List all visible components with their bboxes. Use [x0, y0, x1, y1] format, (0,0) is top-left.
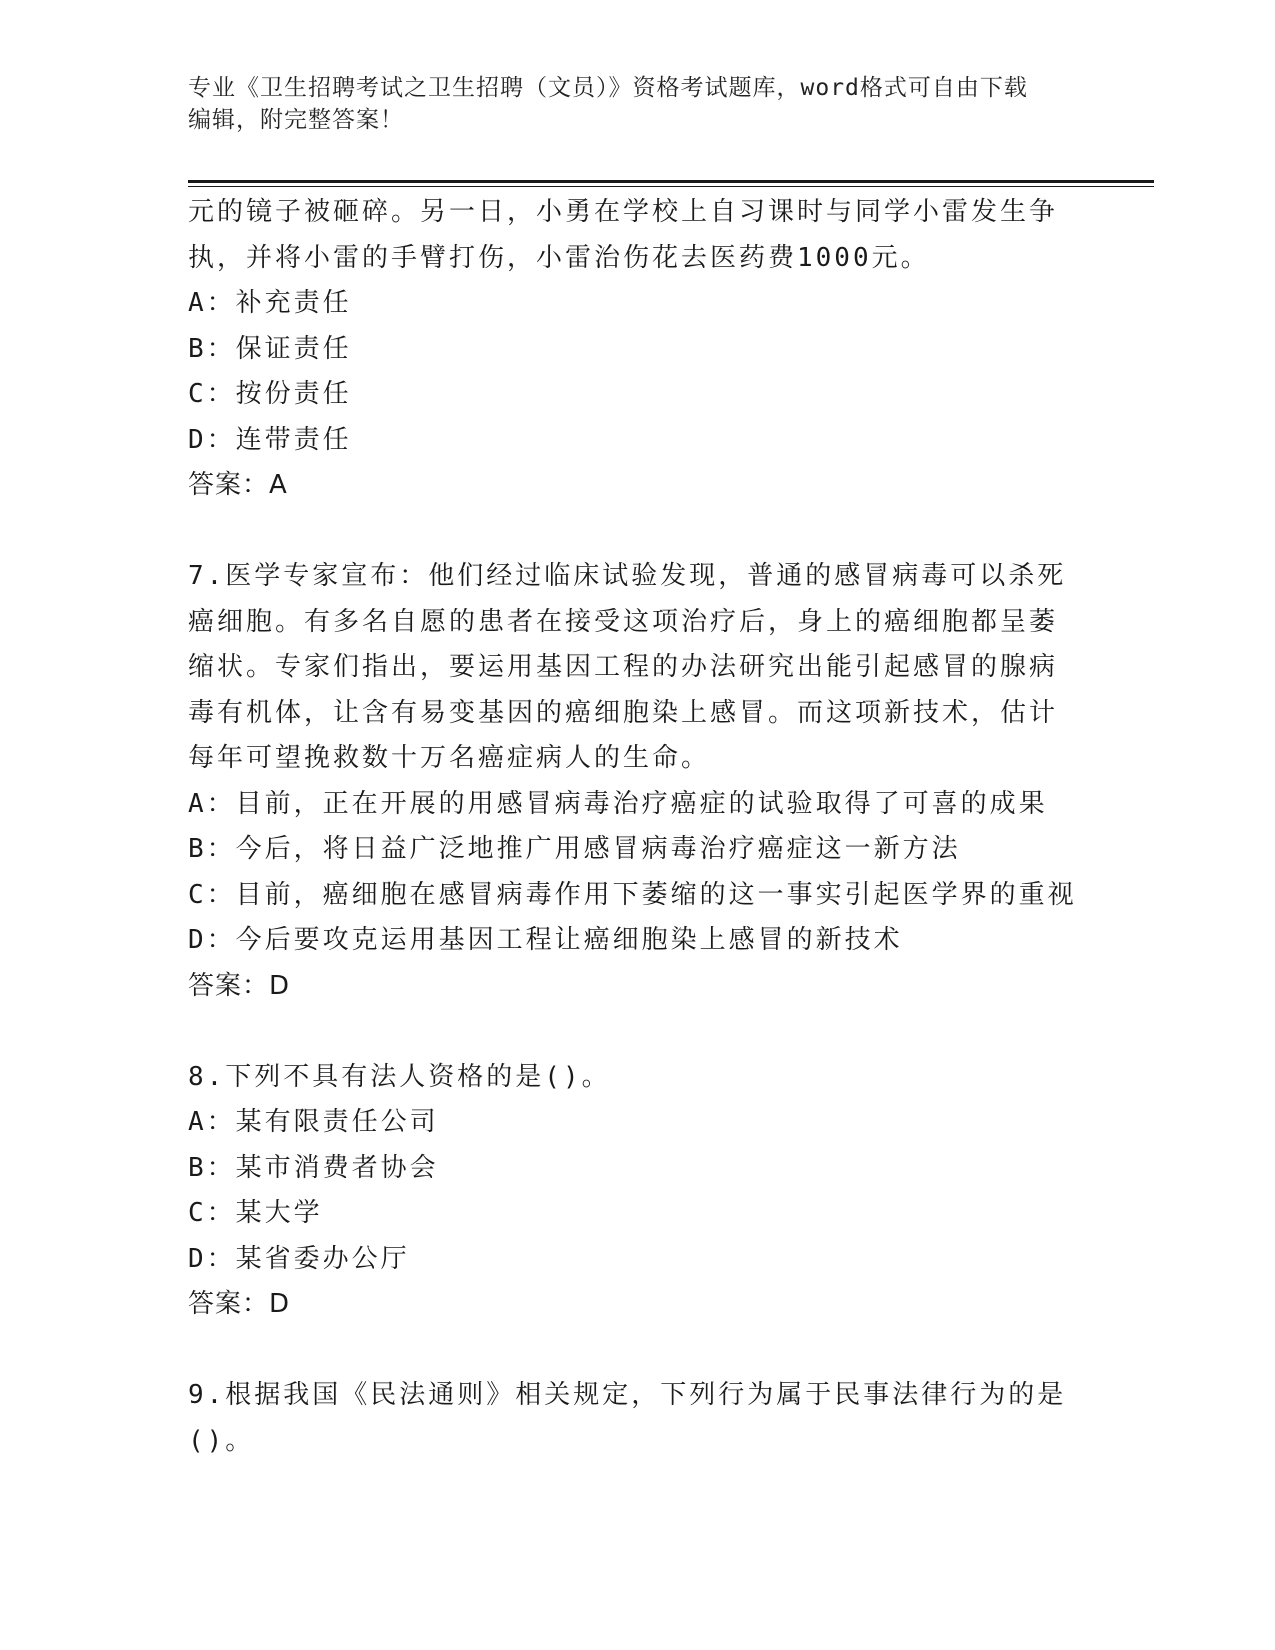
header-line-1: 专业《卫生招聘考试之卫生招聘（文员）》资格考试题库，word格式可自由下载 [188, 75, 1028, 101]
question-content [188, 190, 1108, 1464]
question-stem-line: 7.医学专家宣布：他们经过临床试验发现，普通的感冒病毒可以杀死 [188, 561, 1067, 591]
answer-label: 答案：D [188, 1289, 291, 1319]
option-b: B：某市消费者协会 [188, 1152, 439, 1183]
question-stem-line: 毒有机体，让含有易变基因的癌细胞染上感冒。而这项新技术，估计 [188, 697, 1059, 728]
option-d: D：连带责任 [188, 424, 352, 455]
answer-label: 答案：D [188, 970, 291, 1001]
question-stem-line: 每年可望挽救数十万名癌症病人的生命。 [188, 743, 711, 773]
spacer [188, 509, 1108, 555]
answer-label: 答案：A [188, 470, 288, 500]
question-stem-line: 执，并将小雷的手臂打伤，小雷治伤花去医药费1000元。 [188, 242, 930, 273]
option-c: C：目前，癌细胞在感冒病毒作用下萎缩的这一事实引起医学界的重视 [188, 879, 1077, 910]
spacer [188, 1328, 1108, 1374]
document-header [188, 72, 1088, 136]
spacer [188, 1009, 1108, 1055]
header-rule-thick [188, 180, 1154, 183]
question-stem-line: ()。 [188, 1425, 255, 1456]
question-8 [188, 1055, 1108, 1328]
question-stem-line: 8.下列不具有法人资格的是()。 [188, 1061, 611, 1092]
question-9 [188, 1373, 1108, 1464]
option-a: A：某有限责任公司 [188, 1107, 439, 1137]
question-stem-line: 癌细胞。有多名自愿的患者在接受这项治疗后，身上的癌细胞都呈萎 [188, 606, 1059, 637]
option-b: B：今后，将日益广泛地推广用感冒病毒治疗癌症这一新方法 [188, 834, 961, 864]
option-d: D：某省委办公厅 [188, 1243, 410, 1274]
option-a: A：补充责任 [188, 288, 352, 318]
header-rule-thin [188, 186, 1154, 187]
option-d: D：今后要攻克运用基因工程让癌细胞染上感冒的新技术 [188, 925, 903, 955]
option-c: C：某大学 [188, 1198, 323, 1228]
option-c: C：按份责任 [188, 379, 352, 409]
option-a: A：目前，正在开展的用感冒病毒治疗癌症的试验取得了可喜的成果 [188, 788, 1048, 819]
header-line-2: 编辑，附完整答案！ [188, 107, 404, 133]
question-7 [188, 554, 1108, 1009]
question-stem-line: 9.根据我国《民法通则》相关规定，下列行为属于民事法律行为的是 [188, 1380, 1067, 1410]
question-6 [188, 190, 1108, 509]
option-b: B：保证责任 [188, 333, 352, 364]
question-stem-line: 元的镜子被砸碎。另一日，小勇在学校上自习课时与同学小雷发生争 [188, 197, 1059, 227]
question-stem-line: 缩状。专家们指出，要运用基因工程的办法研究出能引起感冒的腺病 [188, 652, 1059, 682]
